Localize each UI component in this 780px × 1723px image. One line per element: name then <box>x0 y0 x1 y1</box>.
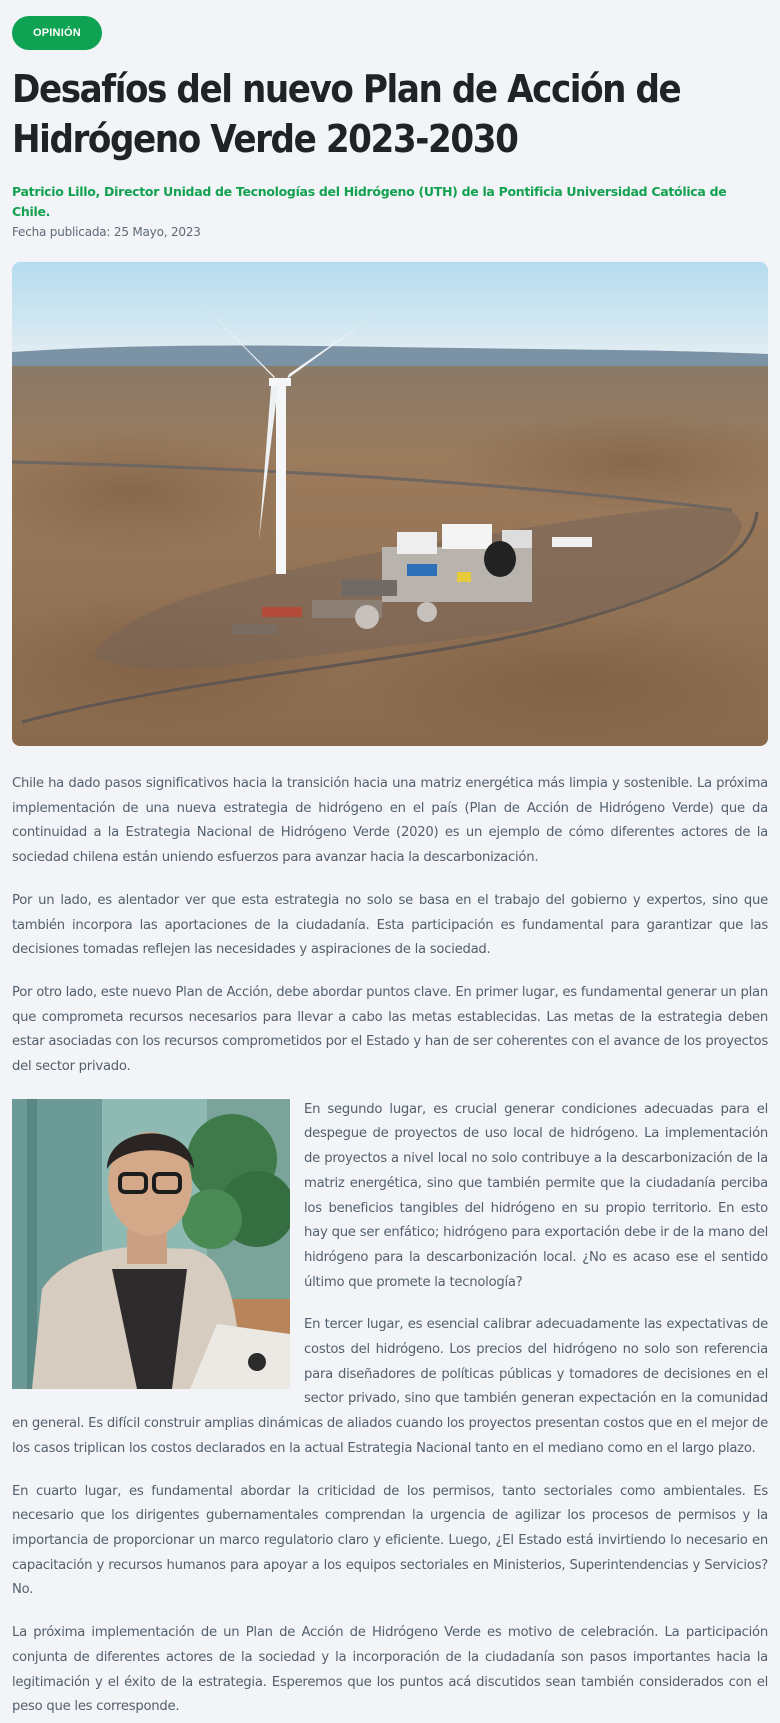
author-portrait <box>12 1099 290 1389</box>
article-title: Desafíos del nuevo Plan de Acción de Hidrógeno Verde 2023-2030 <box>12 67 681 161</box>
category-tag[interactable]: OPINIÓN <box>12 16 102 50</box>
paragraph-4: En segundo lugar, es crucial generar condiciones adecuadas para el despegue de proyectos de uso local de hidrógeno. La implementación de proyectos a nivel local no solo contribuye a la descarbonización de la matriz energética, sino que también permite que la ciudadanía perciba los beneficios tangibles del hidrógeno en su propio territorio. En esto hay que ser enfático; hidrógeno para exportación debe ir de la mano del hidrógeno para la descarbonización local. ¿No es acaso ese el sentido último que promete la tecnología? <box>304 1101 768 1290</box>
paragraph-3: Por otro lado, este nuevo Plan de Acción, debe abordar puntos clave. En primer lugar, es fundamental generar un plan que comprometa recursos necesarios para llevar a cabo las metas establecidas. Las metas de la estrategia deben estar asociadas con los recursos comprometidos por el Estado y han de ser coherentes con el avance de los proyectos del sector privado. <box>12 984 768 1075</box>
author-byline: Patricio Lillo, Director Unidad de Tecnologías del Hidrógeno (UTH) de la Pontificia Universidad Católica de Chile. <box>12 184 727 219</box>
article-container <box>12 16 768 1723</box>
paragraph-1: Chile ha dado pasos significativos hacia la transición hacia una matriz energética más limpia y sostenible. La próxima implementación de una nueva estrategia de hidrógeno en el país (Plan de Acción de Hidrógeno Verde) que da continuidad a la Estrategia Nacional de Hidrógeno Verde (2020) es un ejemplo de cómo diferentes actores de la sociedad chilena están uniendo esfuerzos para avanzar hacia la descarbonización. <box>12 776 768 866</box>
article-body <box>12 772 768 1720</box>
paragraph-5: En tercer lugar, es esencial calibrar adecuadamente las expectativas de costos del hidrógeno. Los precios del hidrógeno no solo son referencia para diseñadores de políticas públicas y tomadores de decisiones en el sector privado, sino que también generan expectación en la comunidad en general. Es difícil construir amplias dinámicas de aliados cuando los proyectos presentan costos que en el mejor de los casos triplican los costos declarados en la actual Estrategia Nacional tanto en el mediano como en el largo plazo. <box>12 1317 768 1456</box>
paragraph-7: La próxima implementación de un Plan de Acción de Hidrógeno Verde es motivo de celebración. La participación conjunta de diferentes actores de la sociedad y la incorporación de la ciudadanía son pasos importantes hacia la legitimación y el éxito de la estrategia. Esperemos que los puntos acá discutidos sean también considerados con el peso que les corresponde. <box>12 1625 768 1715</box>
paragraph-2: Por un lado, es alentador ver que esta estrategia no solo se basa en el trabajo del gobierno y expertos, sino que también incorpora las aportaciones de la ciudadanía. Esta participación es fundamental para garantizar que las decisiones tomadas reflejen las necesidades y aspiraciones de la sociedad. <box>12 892 768 958</box>
paragraph-6: En cuarto lugar, es fundamental abordar la criticidad de los permisos, tanto sectoriales como ambientales. Es necesario que los dirigentes gubernamentales comprendan la urgencia de agilizar los procesos de permisos y la importancia de proporcionar un marco regulatorio claro y eficiente. Luego, ¿El Estado está invirtiendo lo necesario en capacitación y recursos humanos para apoyar a los equipos sectoriales en Ministerios, Superintendencias y Servicios? No. <box>12 1483 768 1598</box>
hero-image <box>12 262 768 746</box>
publish-date: Fecha publicada: 25 Mayo, 2023 <box>12 225 201 239</box>
